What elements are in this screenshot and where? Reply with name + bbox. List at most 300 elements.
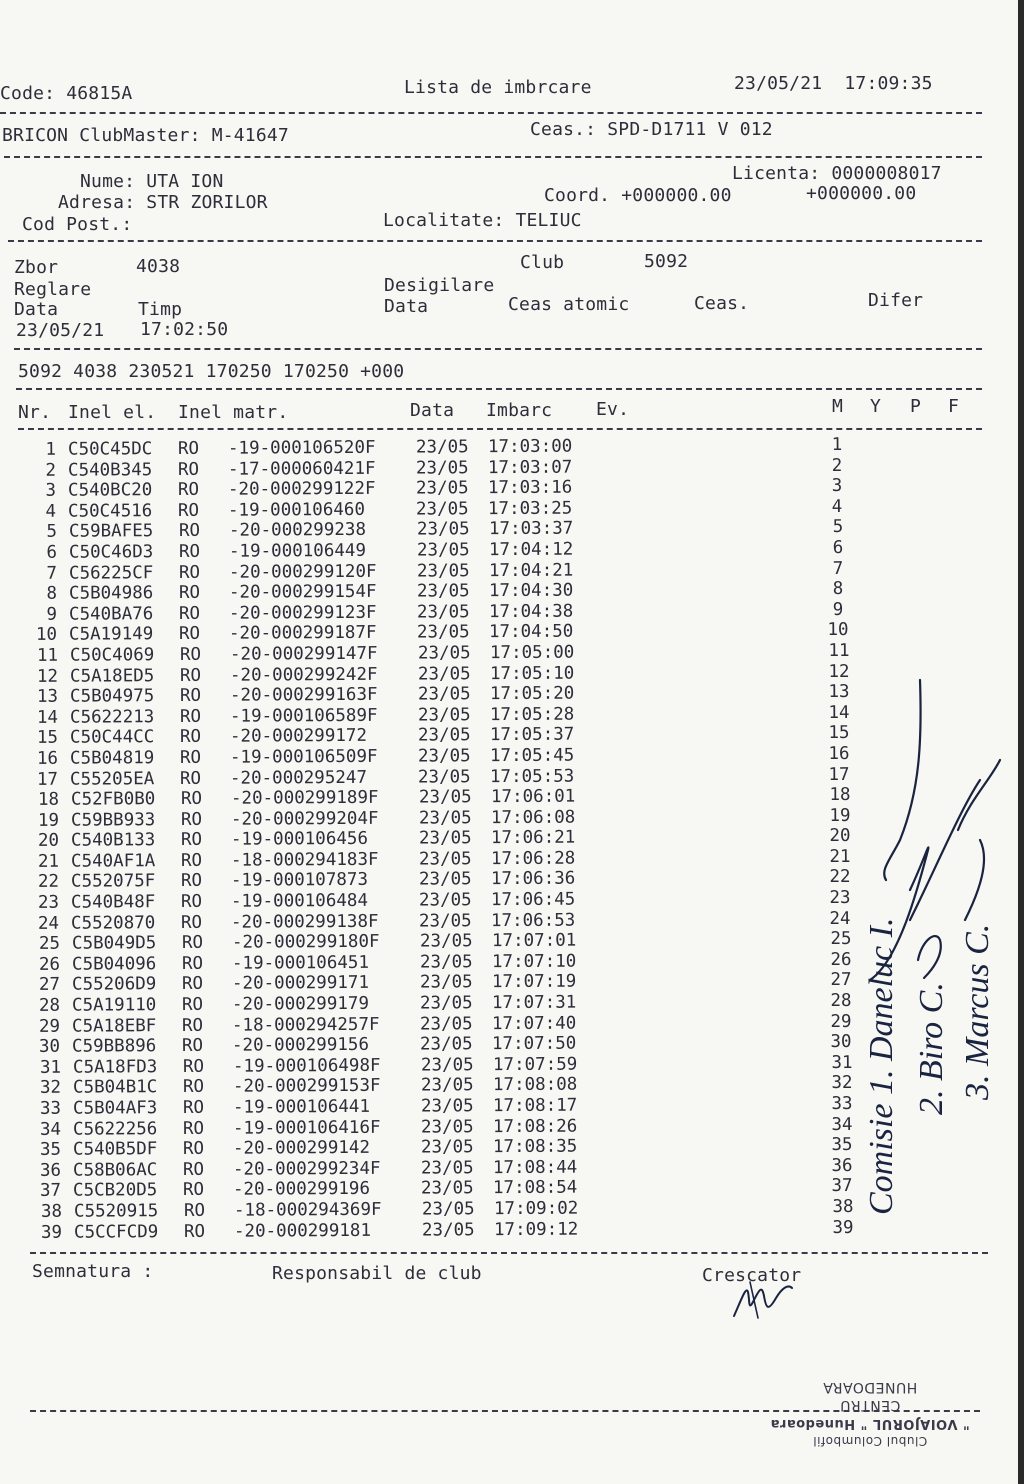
electronic-ring: C5B04819 bbox=[70, 748, 155, 769]
boarding-time: 17:08:08 bbox=[492, 1074, 577, 1096]
commission-line-2: 2. Biro C. bbox=[913, 982, 950, 1115]
electronic-ring: C540BA76 bbox=[69, 603, 154, 625]
boarding-date: 23/05 bbox=[416, 581, 470, 602]
data-label: Data bbox=[14, 299, 59, 320]
club-label: Club bbox=[520, 252, 565, 273]
row-number: 25 bbox=[38, 933, 60, 955]
country-code: RO bbox=[178, 521, 200, 542]
country-code: RO bbox=[183, 1159, 205, 1180]
col-y: Y bbox=[870, 396, 882, 417]
boarding-time: 17:05:37 bbox=[490, 724, 575, 746]
registration-ring: -19-000106416F bbox=[232, 1117, 381, 1139]
boarding-time: 17:05:10 bbox=[489, 663, 574, 684]
boarding-date: 23/05 bbox=[416, 560, 470, 582]
m-index: 20 bbox=[829, 826, 851, 847]
m-index: 4 bbox=[832, 496, 843, 517]
table-row bbox=[13, 826, 851, 852]
boarding-date: 23/05 bbox=[421, 1199, 475, 1220]
boarding-time: 17:06:45 bbox=[491, 889, 576, 911]
boarding-time: 17:06:53 bbox=[491, 910, 576, 931]
boarding-date: 23/05 bbox=[415, 437, 469, 458]
boarding-time: 17:03:37 bbox=[488, 518, 573, 540]
table-row bbox=[12, 661, 850, 688]
m-index: 29 bbox=[830, 1011, 852, 1032]
boarding-date: 23/05 bbox=[417, 601, 470, 623]
table-row bbox=[15, 1135, 853, 1161]
registration-ring: -20-000299163F bbox=[229, 684, 378, 706]
table-row bbox=[11, 558, 844, 585]
row-number: 29 bbox=[39, 1016, 61, 1037]
row-number: 12 bbox=[36, 666, 58, 687]
table-row bbox=[14, 1032, 852, 1058]
registration-ring: -20-000299238 bbox=[228, 520, 366, 542]
country-code: RO bbox=[180, 809, 202, 830]
country-code: RO bbox=[178, 583, 201, 604]
country-code: RO bbox=[183, 1221, 205, 1242]
stamp-line-4: HUNEDOARA bbox=[822, 1379, 918, 1395]
registration-ring: -19-000106509F bbox=[230, 746, 378, 768]
boarding-date: 23/05 bbox=[416, 478, 470, 499]
electronic-ring: C5622213 bbox=[69, 706, 155, 728]
divider bbox=[8, 240, 982, 242]
row-number: 37 bbox=[40, 1181, 62, 1202]
country-code: RO bbox=[182, 1056, 204, 1077]
m-index: 37 bbox=[831, 1176, 853, 1197]
electronic-ring: C50C4069 bbox=[69, 645, 154, 666]
country-code: RO bbox=[182, 1097, 204, 1118]
row-number: 9 bbox=[46, 604, 58, 625]
club-number: 5092 bbox=[644, 251, 689, 272]
row-number: 14 bbox=[36, 707, 58, 728]
m-index: 2 bbox=[831, 455, 843, 476]
row-number: 33 bbox=[39, 1098, 61, 1119]
row-number: 31 bbox=[39, 1057, 61, 1078]
registration-ring: -20-000299142 bbox=[233, 1138, 371, 1159]
row-number: 30 bbox=[39, 1036, 61, 1058]
col-p: P bbox=[910, 396, 922, 417]
m-index: 27 bbox=[830, 970, 852, 991]
divider bbox=[14, 348, 982, 350]
table-row bbox=[11, 620, 849, 646]
table-row bbox=[10, 496, 843, 523]
row-number: 36 bbox=[40, 1160, 62, 1181]
table-row bbox=[11, 517, 843, 543]
row-number: 21 bbox=[37, 851, 60, 872]
boarding-date: 23/05 bbox=[420, 1013, 473, 1035]
electronic-ring: C5A19149 bbox=[69, 624, 154, 646]
country-code: RO bbox=[180, 850, 203, 871]
divider bbox=[0, 112, 982, 114]
col-ev: Ev. bbox=[596, 399, 630, 420]
table-row bbox=[13, 867, 851, 893]
registration-ring: -20-000299179 bbox=[231, 993, 370, 1015]
flight-code-line: 5092 4038 230521 170250 170250 +000 bbox=[18, 361, 405, 382]
m-index: 25 bbox=[829, 929, 852, 950]
table-row bbox=[15, 1073, 853, 1099]
electronic-ring: C52FB0B0 bbox=[70, 789, 155, 810]
registration-ring: -19-000106460 bbox=[228, 499, 366, 521]
registration-ring: -20-000299138F bbox=[231, 911, 380, 933]
data2-label: Data bbox=[384, 296, 429, 317]
row-number: 24 bbox=[38, 913, 60, 934]
electronic-ring: C5B049D5 bbox=[71, 933, 156, 954]
row-number: 34 bbox=[39, 1119, 61, 1140]
boarding-date: 23/05 bbox=[419, 910, 473, 932]
m-index: 17 bbox=[828, 764, 850, 785]
registration-ring: -20-000299187F bbox=[229, 623, 377, 645]
setting-date: 23/05/21 bbox=[16, 320, 105, 341]
registration-ring: -20-000299171 bbox=[231, 973, 369, 995]
table-row bbox=[15, 1155, 853, 1182]
boarding-date: 23/05 bbox=[417, 684, 471, 705]
row-number: 26 bbox=[38, 954, 60, 975]
table-row bbox=[13, 908, 852, 935]
timp-label: Timp bbox=[138, 299, 183, 320]
country-code: RO bbox=[179, 685, 201, 707]
table-row bbox=[10, 455, 843, 482]
registration-ring: -20-000299180F bbox=[231, 932, 380, 953]
row-number: 22 bbox=[37, 872, 60, 893]
table-row bbox=[10, 476, 843, 502]
row-number: 7 bbox=[46, 563, 57, 584]
registration-ring: -20-000299123F bbox=[229, 602, 377, 624]
electronic-ring: C55206D9 bbox=[71, 974, 157, 996]
table-row bbox=[12, 682, 850, 708]
registration-ring: -19-000106520F bbox=[227, 437, 376, 459]
electronic-ring: C58B06AC bbox=[73, 1159, 158, 1181]
registration-ring: -20-000299196 bbox=[233, 1179, 371, 1201]
boarding-date: 23/05 bbox=[419, 869, 472, 890]
row-number: 1 bbox=[45, 439, 57, 460]
boarding-time: 17:09:12 bbox=[493, 1219, 579, 1240]
stamp-line-3: CENTRU bbox=[839, 1397, 901, 1413]
registration-ring: -20-000299242F bbox=[229, 664, 378, 686]
boarding-time: 17:06:28 bbox=[490, 848, 576, 869]
row-number: 16 bbox=[37, 748, 59, 769]
table-row bbox=[11, 579, 844, 605]
commission-signatures bbox=[840, 660, 1010, 1250]
divider bbox=[30, 1252, 988, 1254]
boarding-time: 17:04:50 bbox=[489, 621, 574, 643]
boarding-date: 23/05 bbox=[418, 787, 472, 808]
m-index: 30 bbox=[830, 1032, 852, 1053]
clock-label: Ceas. bbox=[694, 293, 750, 314]
commission-line-1: Comisie 1. Daneluc I. bbox=[863, 917, 900, 1215]
table-row bbox=[11, 599, 844, 626]
m-index: 28 bbox=[830, 990, 852, 1012]
flight-label: Zbor bbox=[14, 257, 59, 278]
owner-name: Nume: UTA ION bbox=[80, 171, 224, 192]
country-code: RO bbox=[181, 871, 203, 892]
coordinates-second: +000000.00 bbox=[806, 183, 917, 204]
boarding-time: 17:04:38 bbox=[489, 601, 574, 622]
difference-label: Difer bbox=[868, 290, 924, 311]
boarding-time: 17:07:50 bbox=[492, 1033, 577, 1055]
boarding-date: 23/05 bbox=[419, 993, 473, 1014]
electronic-ring: C5520870 bbox=[71, 912, 156, 934]
boarding-time: 17:03:25 bbox=[488, 498, 573, 519]
country-code: RO bbox=[181, 953, 203, 974]
registration-ring: -20-000299172 bbox=[230, 726, 368, 747]
boarding-date: 23/05 bbox=[420, 1055, 474, 1076]
code-label: Code: 46815A bbox=[0, 83, 133, 104]
boarding-time: 17:06:01 bbox=[490, 786, 575, 808]
table-row bbox=[13, 887, 851, 914]
row-number: 35 bbox=[39, 1139, 62, 1161]
table-row bbox=[15, 1114, 853, 1141]
electronic-ring: C5A18ED5 bbox=[69, 665, 154, 687]
clock-id: Ceas.: SPD-D1711 V 012 bbox=[530, 119, 773, 140]
electronic-ring: C5B04096 bbox=[71, 953, 157, 975]
registration-ring: -20-000299181 bbox=[233, 1220, 371, 1242]
print-datetime: 23/05/21 17:09:35 bbox=[734, 73, 933, 94]
boarding-time: 17:06:08 bbox=[490, 807, 576, 828]
boarding-date: 23/05 bbox=[417, 663, 471, 685]
m-index: 35 bbox=[831, 1135, 853, 1156]
m-index: 8 bbox=[832, 579, 844, 600]
registration-ring: -18-000294257F bbox=[232, 1014, 380, 1036]
boarding-time: 17:06:36 bbox=[491, 869, 576, 890]
table-row bbox=[10, 434, 843, 461]
electronic-ring: C5B04B1C bbox=[72, 1077, 157, 1099]
boarding-date: 23/05 bbox=[417, 622, 471, 643]
boarding-date: 23/05 bbox=[419, 931, 473, 952]
document-title: Lista de imbrcare bbox=[404, 77, 592, 98]
m-index: 38 bbox=[831, 1196, 854, 1217]
row-number: 28 bbox=[38, 995, 61, 1016]
country-code: RO bbox=[180, 727, 202, 748]
boarding-date: 23/05 bbox=[420, 1116, 474, 1138]
electronic-ring: C540AF1A bbox=[70, 851, 156, 872]
boarding-time: 17:07:19 bbox=[491, 972, 577, 993]
electronic-ring: C552075F bbox=[71, 871, 156, 893]
col-inel-el: Inel el. bbox=[68, 402, 157, 423]
row-number: 13 bbox=[36, 686, 58, 707]
boarding-date: 23/05 bbox=[417, 704, 471, 726]
registration-ring: -19-000107873 bbox=[231, 870, 369, 892]
electronic-ring: C5A19110 bbox=[71, 995, 157, 1016]
boarding-date: 23/05 bbox=[421, 1219, 475, 1241]
stamp-line-1: Clubul Columbofil bbox=[812, 1434, 928, 1448]
table-row bbox=[15, 1093, 853, 1120]
reglare-label: Reglare bbox=[14, 279, 92, 300]
electronic-ring: C540B345 bbox=[68, 459, 153, 481]
m-index: 9 bbox=[832, 599, 844, 620]
m-index: 33 bbox=[831, 1093, 853, 1115]
boarding-time: 17:04:30 bbox=[488, 580, 574, 602]
country-code: RO bbox=[180, 747, 202, 768]
table-row bbox=[14, 1052, 853, 1079]
electronic-ring: C50C45DC bbox=[67, 439, 153, 460]
m-index: 34 bbox=[831, 1114, 853, 1135]
col-imbarc: Imbarc bbox=[486, 400, 553, 421]
registration-ring: -20-000299147F bbox=[229, 643, 378, 665]
electronic-ring: C5520915 bbox=[73, 1201, 158, 1222]
registration-ring: -18-000294183F bbox=[230, 849, 379, 871]
country-code: RO bbox=[181, 891, 203, 913]
electronic-ring: C5CCFCD9 bbox=[73, 1221, 159, 1243]
boarding-time: 17:09:02 bbox=[493, 1198, 578, 1220]
row-number: 18 bbox=[37, 789, 59, 810]
table-row bbox=[14, 1011, 852, 1038]
electronic-ring: C5B04986 bbox=[68, 583, 154, 604]
m-index: 32 bbox=[831, 1073, 853, 1094]
registration-ring: -19-000106441 bbox=[232, 1096, 370, 1118]
commission-line-3: 3. Marcus C. bbox=[959, 923, 996, 1100]
electronic-ring: C5622256 bbox=[72, 1118, 158, 1140]
boarding-time: 17:05:53 bbox=[490, 766, 575, 787]
boarding-time: 17:08:35 bbox=[493, 1136, 578, 1158]
country-code: RO bbox=[181, 994, 204, 1016]
row-number: 38 bbox=[40, 1201, 62, 1222]
locality: Localitate: TELIUC bbox=[383, 210, 582, 231]
row-number: 2 bbox=[45, 460, 57, 481]
row-number: 23 bbox=[38, 892, 60, 913]
country-code: RO bbox=[180, 830, 202, 851]
m-index: 14 bbox=[828, 702, 850, 723]
owner-address: Adresa: STR ZORILOR bbox=[58, 192, 268, 213]
electronic-ring: C5A18EBF bbox=[72, 1015, 157, 1037]
row-number: 20 bbox=[37, 831, 59, 852]
table-row bbox=[13, 846, 851, 873]
row-number: 11 bbox=[36, 645, 58, 666]
row-number: 4 bbox=[45, 501, 57, 522]
col-inel-matr: Inel matr. bbox=[178, 402, 289, 423]
country-code: RO bbox=[181, 974, 204, 995]
m-index: 12 bbox=[828, 661, 850, 682]
flight-number: 4038 bbox=[136, 256, 181, 277]
boarding-date: 23/05 bbox=[421, 1157, 474, 1179]
boarding-date: 23/05 bbox=[420, 1034, 474, 1055]
table-row bbox=[12, 702, 850, 729]
m-index: 39 bbox=[832, 1217, 854, 1238]
m-index: 13 bbox=[828, 682, 850, 703]
table-row bbox=[11, 537, 844, 564]
electronic-ring: C5B04975 bbox=[69, 686, 155, 707]
country-code: RO bbox=[179, 665, 201, 686]
boarding-date: 23/05 bbox=[416, 498, 470, 520]
electronic-ring: C50C4516 bbox=[68, 500, 153, 522]
col-data: Data bbox=[410, 400, 455, 421]
boarding-date: 23/05 bbox=[419, 952, 473, 973]
row-number: 3 bbox=[45, 480, 57, 501]
m-index: 24 bbox=[829, 908, 852, 929]
m-index: 1 bbox=[831, 434, 843, 455]
table-row bbox=[11, 640, 850, 667]
row-number: 39 bbox=[40, 1222, 62, 1243]
boarding-time: 17:07:10 bbox=[491, 951, 577, 972]
breeder-signature bbox=[728, 1278, 798, 1322]
boarding-time: 17:05:45 bbox=[490, 745, 575, 766]
boarding-time: 17:03:16 bbox=[488, 477, 573, 499]
boarding-time: 17:08:44 bbox=[493, 1157, 578, 1178]
country-code: RO bbox=[178, 562, 201, 583]
table-row bbox=[14, 970, 852, 996]
boarding-date: 23/05 bbox=[416, 457, 469, 479]
table-row bbox=[12, 743, 850, 770]
row-number: 8 bbox=[46, 583, 58, 604]
country-code: RO bbox=[183, 1139, 205, 1160]
registration-ring: -20-000299153F bbox=[232, 1076, 381, 1098]
registration-ring: -20-000299156 bbox=[232, 1035, 370, 1056]
country-code: RO bbox=[179, 624, 201, 645]
registration-ring: -20-000299122F bbox=[228, 478, 376, 500]
boarding-time: 17:04:21 bbox=[488, 560, 574, 581]
country-code: RO bbox=[178, 500, 200, 521]
m-index: 7 bbox=[832, 558, 844, 579]
country-code: RO bbox=[182, 1015, 204, 1036]
registration-ring: -17-000060421F bbox=[228, 458, 376, 480]
boarding-time: 17:08:54 bbox=[493, 1177, 578, 1199]
setting-time: 17:02:50 bbox=[140, 319, 229, 340]
col-nr: Nr. bbox=[18, 402, 52, 423]
m-index: 5 bbox=[832, 517, 843, 538]
boarding-time: 17:05:20 bbox=[489, 683, 575, 705]
boarding-date: 23/05 bbox=[418, 725, 471, 746]
registration-ring: -20-000299120F bbox=[228, 561, 377, 583]
boarding-date: 23/05 bbox=[420, 1096, 474, 1117]
country-code: RO bbox=[181, 933, 203, 954]
row-number: 10 bbox=[36, 625, 58, 646]
m-index: 23 bbox=[829, 887, 851, 909]
club-stamp bbox=[760, 1360, 980, 1450]
atomic-clock-label: Ceas atomic bbox=[508, 294, 630, 315]
electronic-ring: C540B133 bbox=[70, 830, 156, 851]
paper-edge bbox=[1018, 0, 1024, 1484]
club-responsible-label: Responsabil de club bbox=[272, 1263, 482, 1284]
owner-postcode: Cod Post.: bbox=[22, 214, 133, 235]
licence-number: Licenta: 0000008017 bbox=[732, 163, 942, 184]
pigeon-list bbox=[10, 434, 854, 1243]
m-index: 31 bbox=[830, 1052, 853, 1073]
m-index: 6 bbox=[832, 537, 844, 558]
country-code: RO bbox=[183, 1200, 205, 1221]
registration-ring: -19-000106451 bbox=[231, 952, 369, 974]
col-m: M bbox=[832, 396, 844, 417]
boarding-date: 23/05 bbox=[416, 540, 470, 561]
boarding-time: 17:05:00 bbox=[489, 642, 574, 664]
row-number: 27 bbox=[38, 975, 60, 996]
electronic-ring: C59BAFE5 bbox=[68, 521, 153, 543]
boarding-time: 17:03:00 bbox=[487, 436, 573, 458]
electronic-ring: C59BB896 bbox=[72, 1036, 157, 1057]
desigilare-label: Desigilare bbox=[384, 275, 495, 296]
boarding-time: 17:03:07 bbox=[488, 457, 573, 478]
country-code: RO bbox=[178, 459, 200, 480]
table-row bbox=[12, 723, 850, 749]
table-row bbox=[14, 949, 852, 976]
boarding-date: 23/05 bbox=[417, 643, 471, 664]
boarding-time: 17:07:01 bbox=[491, 930, 576, 952]
boarding-time: 17:08:26 bbox=[492, 1116, 578, 1137]
country-code: RO bbox=[180, 788, 202, 810]
boarding-date: 23/05 bbox=[418, 807, 472, 829]
boarding-date: 23/05 bbox=[420, 1075, 474, 1096]
registration-ring: -20-000299189F bbox=[230, 787, 379, 809]
boarding-time: 17:04:12 bbox=[488, 539, 574, 561]
country-code: RO bbox=[181, 912, 203, 933]
breeder-label: Crescator bbox=[702, 1265, 802, 1286]
registration-ring: -18-000294369F bbox=[233, 1199, 382, 1221]
boarding-date: 23/05 bbox=[418, 766, 472, 788]
row-number: 32 bbox=[39, 1078, 61, 1099]
electronic-ring: C55205EA bbox=[70, 768, 155, 790]
table-row bbox=[12, 784, 851, 811]
country-code: RO bbox=[182, 1036, 204, 1057]
registration-ring: -19-000106484 bbox=[231, 890, 369, 912]
m-index: 22 bbox=[829, 867, 851, 888]
boarding-time: 17:07:40 bbox=[492, 1013, 577, 1034]
